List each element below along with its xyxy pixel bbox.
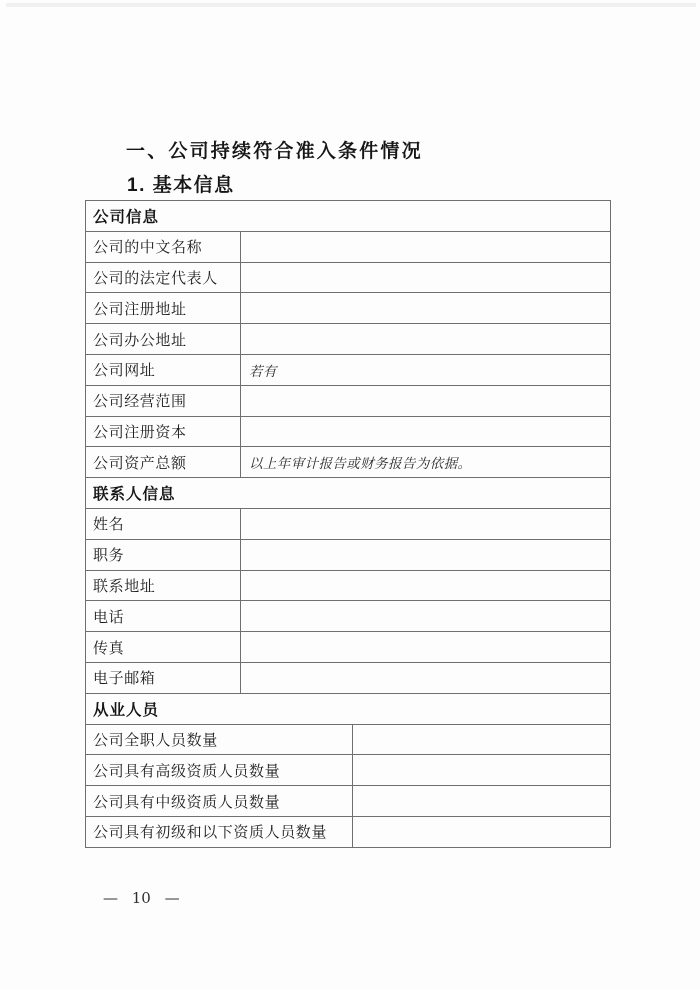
row-label: 公司注册资本 bbox=[86, 416, 241, 447]
row-value-cell bbox=[241, 447, 611, 478]
row-value-cell bbox=[241, 385, 611, 416]
row-label: 公司全职人员数量 bbox=[86, 724, 353, 755]
row-label: 电子邮箱 bbox=[86, 662, 241, 693]
row-value-cell bbox=[241, 354, 611, 385]
row-label: 姓名 bbox=[86, 508, 241, 539]
row-label: 电话 bbox=[86, 601, 241, 632]
row-value-cell bbox=[241, 632, 611, 663]
section-header-row bbox=[86, 478, 611, 509]
subsection-heading: 1. 基本信息 bbox=[127, 175, 235, 196]
row-value-note: 以上年审计报告或财务报告为依据。 bbox=[249, 456, 472, 473]
table-row bbox=[86, 724, 611, 755]
row-value-cell bbox=[353, 724, 611, 755]
contact-info-section bbox=[85, 477, 611, 694]
table-row bbox=[86, 508, 611, 539]
table-row bbox=[86, 632, 611, 663]
row-value-cell bbox=[353, 755, 611, 786]
table-row bbox=[86, 354, 611, 385]
row-value-cell bbox=[353, 786, 611, 817]
row-value-cell bbox=[241, 416, 611, 447]
table-row bbox=[86, 601, 611, 632]
table-row bbox=[86, 662, 611, 693]
table-row bbox=[86, 416, 611, 447]
table-row bbox=[86, 755, 611, 786]
row-value-cell bbox=[241, 539, 611, 570]
row-value-note: 若有 bbox=[249, 363, 277, 380]
row-value-cell bbox=[241, 293, 611, 324]
section-header-row bbox=[86, 201, 611, 232]
row-value-cell bbox=[241, 231, 611, 262]
row-value-cell bbox=[353, 816, 611, 847]
row-label: 传真 bbox=[86, 632, 241, 663]
row-label: 公司的法定代表人 bbox=[86, 262, 241, 293]
row-label: 公司网址 bbox=[86, 354, 241, 385]
table-row bbox=[86, 447, 611, 478]
row-value-cell bbox=[241, 508, 611, 539]
section-heading: 一、公司持续符合准入条件情况 bbox=[126, 141, 423, 162]
table-row bbox=[86, 262, 611, 293]
row-label: 职务 bbox=[86, 539, 241, 570]
table-row bbox=[86, 293, 611, 324]
section-title: 从业人员 bbox=[86, 693, 611, 724]
basic-info-table bbox=[85, 200, 611, 848]
table-row bbox=[86, 786, 611, 817]
section-title: 公司信息 bbox=[86, 201, 611, 232]
row-label: 公司具有中级资质人员数量 bbox=[86, 786, 353, 817]
row-value-cell bbox=[241, 601, 611, 632]
row-label: 公司具有高级资质人员数量 bbox=[86, 755, 353, 786]
scan-artifact bbox=[6, 3, 696, 7]
row-label: 公司的中文名称 bbox=[86, 231, 241, 262]
company-info-section bbox=[85, 200, 611, 478]
table-row bbox=[86, 231, 611, 262]
table-row bbox=[86, 385, 611, 416]
row-label: 公司注册地址 bbox=[86, 293, 241, 324]
page-number: — 10 — bbox=[103, 889, 180, 907]
section-title: 联系人信息 bbox=[86, 478, 611, 509]
row-label: 联系地址 bbox=[86, 570, 241, 601]
table-row bbox=[86, 570, 611, 601]
staff-info-section bbox=[85, 693, 611, 848]
section-header-row bbox=[86, 693, 611, 724]
table-row bbox=[86, 324, 611, 355]
row-label: 公司具有初级和以下资质人员数量 bbox=[86, 816, 353, 847]
row-value-cell bbox=[241, 662, 611, 693]
row-value-cell bbox=[241, 262, 611, 293]
table-row bbox=[86, 816, 611, 847]
table-row bbox=[86, 539, 611, 570]
row-value-cell bbox=[241, 324, 611, 355]
row-label: 公司办公地址 bbox=[86, 324, 241, 355]
row-label: 公司资产总额 bbox=[86, 447, 241, 478]
row-label: 公司经营范围 bbox=[86, 385, 241, 416]
row-value-cell bbox=[241, 570, 611, 601]
